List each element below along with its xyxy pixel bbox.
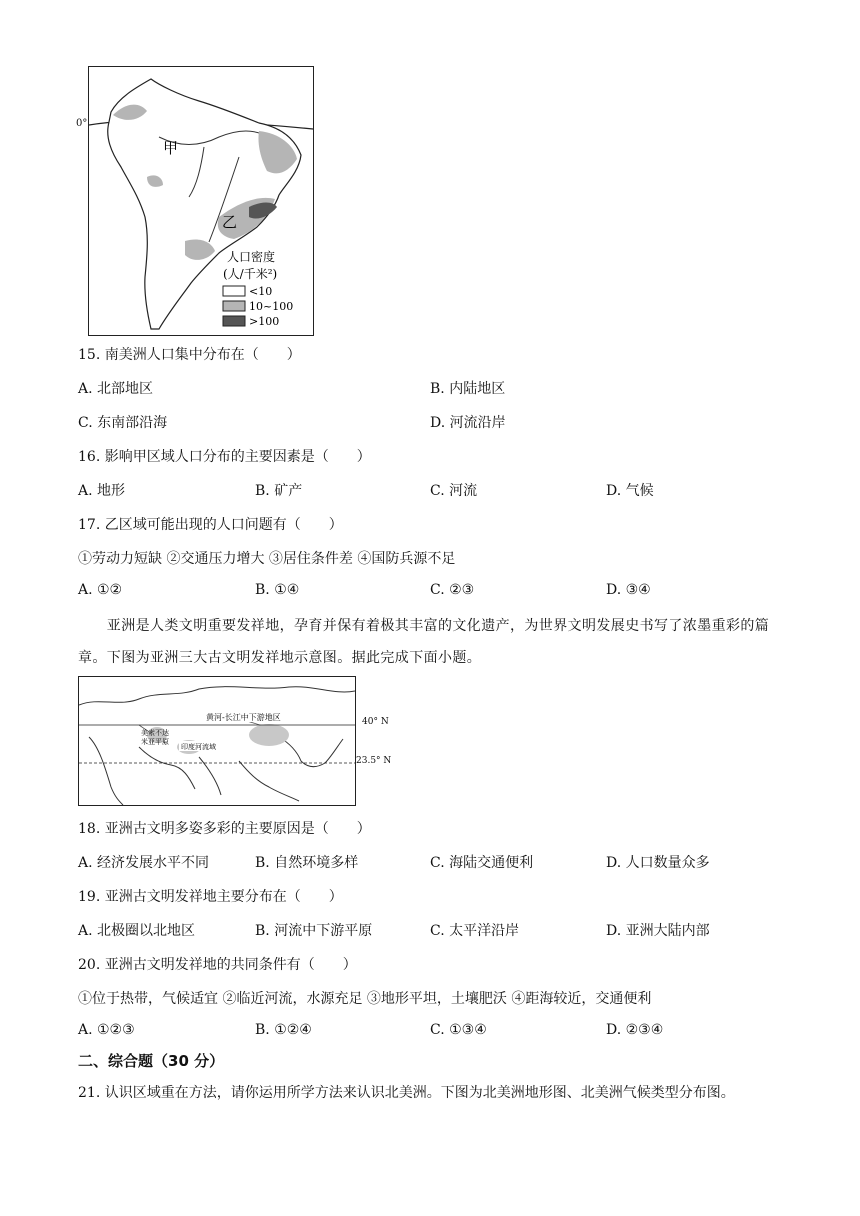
- q16-stem: 16. 影响甲区域人口分布的主要因素是（ ）: [78, 449, 371, 465]
- south-america-population-map: [88, 66, 314, 336]
- coastline-east: [279, 737, 343, 767]
- asia-map-svg: [79, 677, 355, 805]
- q18-option-b[interactable]: B. 自然环境多样: [255, 855, 359, 871]
- latitude-23n-label: 23.5° N: [356, 756, 392, 766]
- asia-intro-paragraph: 亚洲是人类文明重要发祥地，孕育并保有着极其丰富的文化遗产，为世界文明发展史书写了浓墨重彩的篇章。下图为亚洲三大古文明发祥地示意图。据此完成下面小题。: [78, 618, 770, 666]
- q16-option-b[interactable]: B. 矿产: [255, 483, 303, 499]
- q20-option-b[interactable]: B. ①②④: [255, 1022, 312, 1038]
- equator-label: 0°: [76, 118, 88, 129]
- q18-option-d[interactable]: D. 人口数量众多: [606, 855, 710, 871]
- region-yi-label: 乙: [222, 213, 238, 231]
- region-china: [249, 724, 289, 746]
- q20-option-a[interactable]: A. ①②③: [78, 1022, 135, 1038]
- legend-label-low: <10: [249, 285, 273, 298]
- q16-option-a[interactable]: A. 地形: [78, 483, 126, 499]
- q17-stem: 17. 乙区域可能出现的人口问题有（ ）: [78, 517, 343, 533]
- q15-option-d[interactable]: D. 河流沿岸: [430, 415, 506, 431]
- q20-stem: 20. 亚洲古文明发祥地的共同条件有（ ）: [78, 957, 357, 973]
- q17-option-b[interactable]: B. ①④: [255, 582, 300, 598]
- q15-stem: 15. 南美洲人口集中分布在（ ）: [78, 347, 301, 363]
- q17-option-d[interactable]: D. ③④: [606, 582, 651, 598]
- q21-stem: 21. 认识区域重在方法，请你运用所学方法来认识北美洲。下图为北美洲地形图、北美洲气候类型分布图。: [78, 1085, 735, 1101]
- q20-option-d[interactable]: D. ②③④: [606, 1022, 664, 1038]
- q15-option-a[interactable]: A. 北部地区: [78, 381, 154, 397]
- label-china: 黄河-长江中下游地区: [206, 713, 281, 722]
- legend-swatch-high: [223, 316, 245, 326]
- label-indus: 印度河流域: [181, 743, 216, 751]
- q17-option-c[interactable]: C. ②③: [430, 582, 475, 598]
- region-jia-label: 甲: [163, 139, 179, 157]
- coastline-africa: [89, 737, 123, 805]
- latitude-40n-label: 40° N: [362, 717, 389, 727]
- q16-option-c[interactable]: C. 河流: [430, 483, 478, 499]
- legend-label-medium: 10~100: [249, 300, 294, 313]
- q15-option-b[interactable]: B. 内陆地区: [430, 381, 506, 397]
- q20-statement: ①位于热带，气候适宜 ②临近河流，水源充足 ③地形平坦，土壤肥沃 ④距海较近，交通便利: [78, 991, 652, 1007]
- label-mesopotamia-2: 米亚平原: [141, 738, 169, 746]
- q19-option-d[interactable]: D. 亚洲大陆内部: [606, 923, 710, 939]
- q17-statement: ①劳动力短缺 ②交通压力增大 ③居住条件差 ④国防兵源不足: [78, 551, 456, 567]
- coastline-southeast: [239, 761, 299, 801]
- section2-heading: 二、综合题（30 分）: [78, 1052, 225, 1070]
- q19-option-a[interactable]: A. 北极圈以北地区: [78, 923, 196, 939]
- q18-option-a[interactable]: A. 经济发展水平不同: [78, 855, 210, 871]
- south-america-map-svg: [89, 67, 313, 335]
- q15-option-c[interactable]: C. 东南部沿海: [78, 415, 168, 431]
- legend-swatch-low: [223, 286, 245, 296]
- q18-stem: 18. 亚洲古文明多姿多彩的主要原因是（ ）: [78, 821, 371, 837]
- q19-option-c[interactable]: C. 太平洋沿岸: [430, 923, 520, 939]
- asia-civilizations-map: [78, 676, 356, 806]
- coastline-north: [79, 687, 355, 705]
- q19-stem: 19. 亚洲古文明发祥地主要分布在（ ）: [78, 889, 343, 905]
- q18-option-c[interactable]: C. 海陆交通便利: [430, 855, 534, 871]
- legend-swatch-medium: [223, 301, 245, 311]
- legend-title-line1: 人口密度: [227, 250, 276, 264]
- q20-option-c[interactable]: C. ①③④: [430, 1022, 487, 1038]
- label-mesopotamia-1: 美索不达: [141, 729, 169, 737]
- q16-option-d[interactable]: D. 气候: [606, 483, 654, 499]
- q19-option-b[interactable]: B. 河流中下游平原: [255, 923, 373, 939]
- legend-label-high: >100: [249, 315, 280, 328]
- q17-option-a[interactable]: A. ①②: [78, 582, 123, 598]
- legend-title-line2: (人/千米²): [223, 267, 278, 281]
